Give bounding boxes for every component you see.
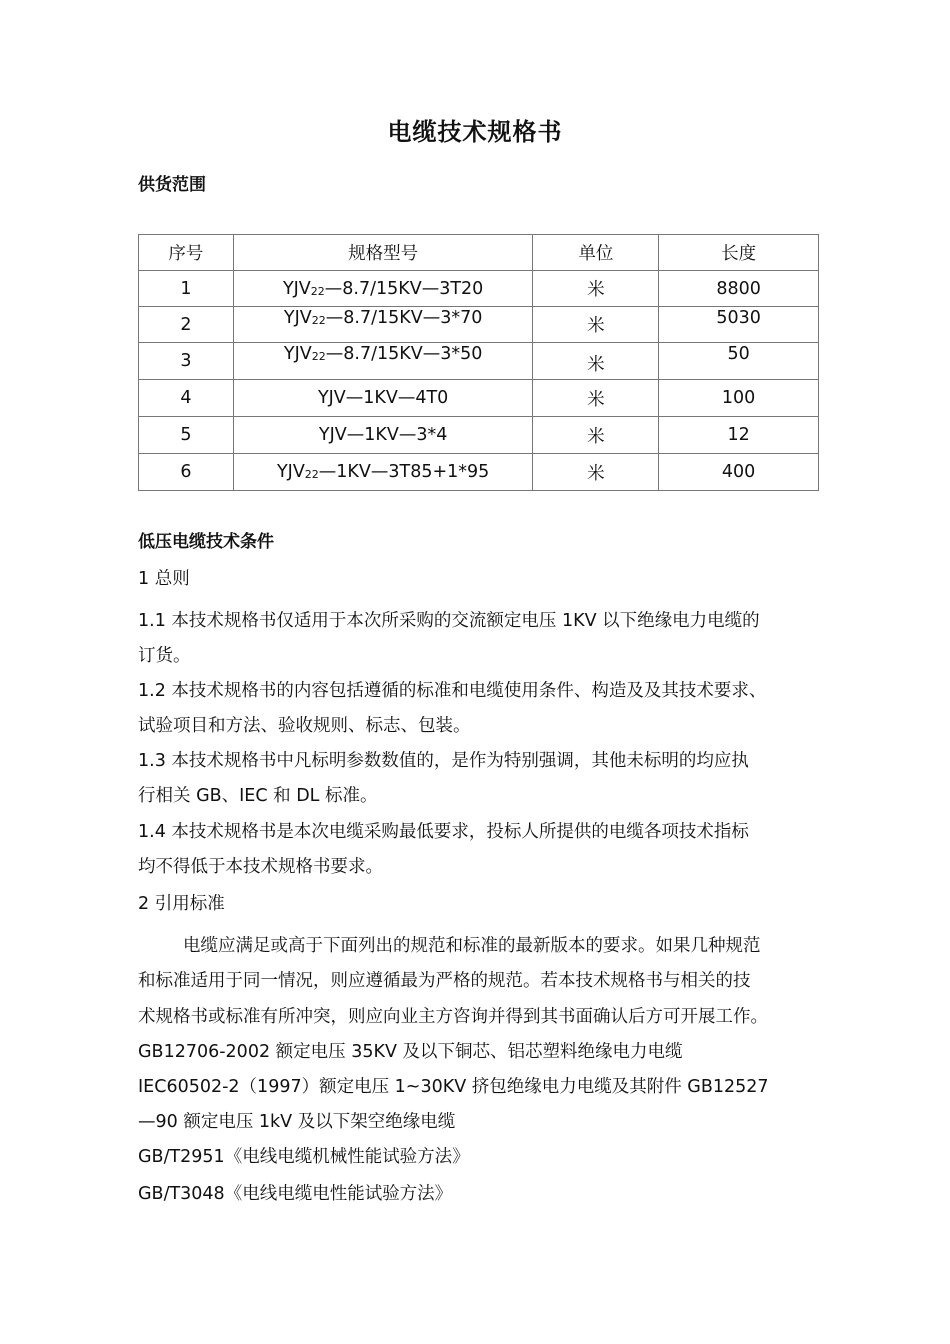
- cell-no: 3: [139, 343, 234, 380]
- header-cell-unit: 单位: [533, 235, 659, 271]
- cell-length: 8800: [659, 271, 819, 307]
- table-row: [139, 271, 819, 307]
- paragraph-line: 试验项目和方法、验收规则、标志、包装。: [138, 716, 471, 736]
- paragraph-line: 均不得低于本技术规格书要求。: [138, 857, 383, 877]
- cell-no: 1: [139, 271, 234, 307]
- standard-item: GB12706-2002 额定电压 35KV 及以下铜芯、铝芯塑料绝缘电力电缆: [138, 1042, 683, 1062]
- lv-cable-heading: 低压电缆技术条件: [138, 532, 274, 552]
- paragraph-line: 和标准适用于同一情况，则应遵循最为严格的规范。若本技术规格书与相关的技: [138, 971, 751, 991]
- cell-no: 6: [139, 454, 234, 491]
- cell-unit: 米: [533, 271, 659, 307]
- cell-length: 50: [659, 343, 819, 380]
- cell-model: YJV—1KV—4T0: [233, 380, 533, 417]
- standard-item: IEC60502-2（1997）额定电压 1~30KV 挤包绝缘电力电缆及其附件 GB12527: [138, 1077, 769, 1097]
- cell-length: 5030: [659, 307, 819, 343]
- standard-item: GB/T2951《电线电缆机械性能试验方法》: [138, 1147, 470, 1167]
- header-cell-length: 长度: [659, 235, 819, 271]
- cell-model: $YJV_{22}—8.7/15KV—3*50$: [233, 343, 533, 380]
- paragraph-line: 1.2 本技术规格书的内容包括遵循的标准和电缆使用条件、构造及及其技术要求、: [138, 681, 767, 701]
- paragraph-line: 1.1 本技术规格书仅适用于本次所采购的交流额定电压 1KV 以下绝缘电力电缆的: [138, 611, 760, 631]
- cell-unit: 米: [533, 343, 659, 380]
- table-row: [139, 454, 819, 491]
- cell-no: 4: [139, 380, 234, 417]
- cell-no: 5: [139, 417, 234, 454]
- table-row: [139, 343, 819, 380]
- cell-no: 2: [139, 307, 234, 343]
- cell-unit: 米: [533, 454, 659, 491]
- header-cell-model: 规格型号: [233, 235, 533, 271]
- header-cell-no: 序号: [139, 235, 234, 271]
- standard-item: —90 额定电压 1kV 及以下架空绝缘电缆: [138, 1112, 456, 1132]
- supply-table: [138, 234, 819, 491]
- cell-model: $YJV_{22}—8.7/15KV—3*70$: [233, 307, 533, 343]
- cell-model: $YJV_{22}—1KV—3T85+1*95$: [233, 454, 533, 491]
- supply-scope-heading: 供货范围: [138, 175, 206, 195]
- paragraph-line: 1.3 本技术规格书中凡标明参数数值的，是作为特别强调，其他未标明的均应执: [138, 751, 749, 771]
- paragraph-line: 电缆应满足或高于下面列出的规范和标准的最新版本的要求。如果几种规范: [183, 936, 761, 956]
- cell-unit: 米: [533, 417, 659, 454]
- paragraph-line: 行相关 GB、IEC 和 DL 标准。: [138, 786, 378, 806]
- paragraph-line: 订货。: [138, 646, 191, 666]
- cell-length: 400: [659, 454, 819, 491]
- paragraph-line: 1.4 本技术规格书是本次电缆采购最低要求，投标人所提供的电缆各项技术指标: [138, 822, 749, 842]
- cell-model: YJV—1KV—3*4: [233, 417, 533, 454]
- cell-unit: 米: [533, 380, 659, 417]
- section-1-heading: 1 总则: [138, 569, 190, 589]
- table-row: [139, 307, 819, 343]
- table-row: [139, 417, 819, 454]
- table-row: [139, 380, 819, 417]
- table-header-row: [139, 235, 819, 271]
- cell-length: 12: [659, 417, 819, 454]
- standard-item: GB/T3048《电线电缆电性能试验方法》: [138, 1184, 453, 1204]
- paragraph-line: 术规格书或标准有所冲突，则应向业主方咨询并得到其书面确认后方可开展工作。: [138, 1007, 768, 1027]
- section-2-heading: 2 引用标准: [138, 894, 225, 914]
- cell-length: 100: [659, 380, 819, 417]
- cell-model: $YJV_{22}—8.7/15KV—3T20$: [233, 271, 533, 307]
- document-title: 电缆技术规格书: [387, 118, 563, 146]
- cell-unit: 米: [533, 307, 659, 343]
